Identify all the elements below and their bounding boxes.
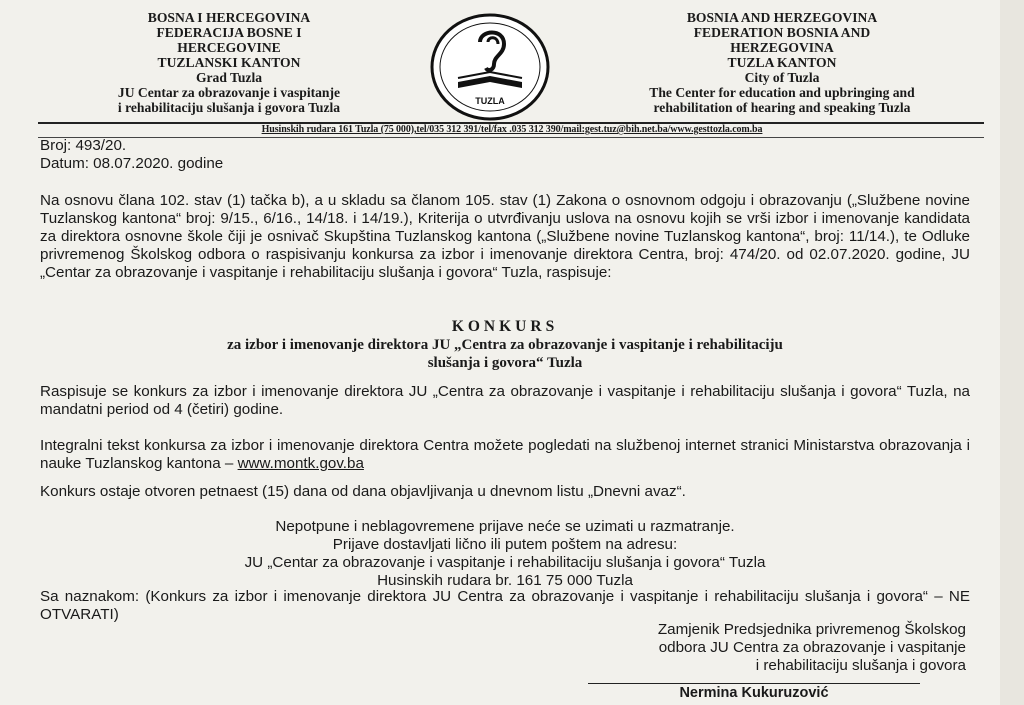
signature-line3: i rehabilitaciju slušanja i govora [755, 657, 966, 674]
title-sub2: slušanja i govora“ Tuzla [427, 355, 583, 371]
header-right-line5: City of Tuzla [744, 70, 820, 85]
submission-line3: JU „Centar za obrazovanje i vaspitanje i rehabilitaciju slušanja i govora“ Tuzla [244, 554, 766, 571]
document-number: Broj: 493/20. [40, 137, 127, 154]
header-right-line3: HERZEGOVINA [730, 40, 834, 55]
header-left-line2: FEDERACIJA BOSNE I [156, 25, 302, 40]
konkurs-title [40, 318, 970, 372]
website-link[interactable]: www.montk.gov.ba [237, 455, 364, 472]
envelope-note: Sa naznakom: (Konkurs za izbor i imenovanje direktora JU Centra za obrazovanje i vaspitanje i rehabilitaciju slušanja i govora“ – NE OTVARATI) [40, 588, 970, 623]
paragraph-mandate: Raspisuje se konkurs za izbor i imenovanje direktora JU „Centra za obrazovanje i vaspitanje i rehabilitaciju slušanja i govora“ Tuzla, na mandatni period od 4 (četiri) godine. [40, 383, 970, 418]
submission-info [40, 518, 970, 590]
signature-rule [588, 683, 920, 684]
header-left-line5: Grad Tuzla [195, 70, 263, 85]
header-left-line1: BOSNA I HERCEGOVINA [147, 10, 311, 25]
header-right-line1: BOSNIA AND HERZEGOVINA [686, 10, 878, 25]
submission-line4: Husinskih rudara br. 161 75 000 Tuzla [377, 572, 633, 589]
header-right [582, 10, 982, 115]
header-left-line7: i rehabilitaciju slušanja i govora Tuzla [117, 100, 341, 115]
title-sub1: za izbor i imenovanje direktora JU „Centra za obrazovanje i vaspitanje i rehabilitaciju [227, 337, 783, 353]
header-left-line4: TUZLANSKI KANTON [157, 55, 301, 70]
header-right-line2: FEDERATION BOSNIA AND [693, 25, 871, 40]
signature-block [520, 621, 966, 675]
submission-line2: Prijave dostavljati lično ili putem poštem na adresu: [332, 536, 678, 553]
paragraph-website [40, 437, 970, 473]
document-date: Datum: 08.07.2020. godine [40, 155, 224, 172]
logo-text: TUZLA [475, 96, 505, 106]
header-right-line7: rehabilitation of hearing and speaking Tuzla [653, 100, 911, 115]
ear-book-emblem-icon [428, 12, 552, 122]
header-left-line3: HERCEGOVINE [177, 40, 281, 55]
header-right-line4: TUZLA KANTON [727, 55, 837, 70]
paragraph-website-text: Integralni tekst konkursa za izbor i imenovanje direktora Centra možete pogledati na službenoj internet stranici Ministarstva obrazovanja i nauke Tuzlanskog kantona – [40, 437, 970, 472]
header-left [34, 10, 424, 115]
paragraph-deadline: Konkurs ostaje otvoren petnaest (15) dana od dana objavljivanja u dnevnom listu „Dnevni avaz“. [40, 483, 686, 500]
scan-edge [1000, 0, 1024, 705]
contact-line: Husinskih rudara 161 Tuzla (75 000),tel/035 312 391/tel/fax .035 312 390/mail:gest.tuz@bih.net.ba/www.gesttozla.com.ba [261, 124, 763, 135]
submission-line1: Nepotpune i neblagovremene prijave neće se uzimati u razmatranje. [275, 518, 735, 535]
intro-paragraph: Na osnovu člana 102. stav (1) tačka b), a u skladu sa članom 105. stav (1) Zakona o osnovnom odgoju i obrazovanju („Službene novine Tuzlanskog kantona“ broj: 9/15., 6/16., 14/18. i 14/19.), Kriterija o utvrđivanju uslova na osnovu kojih se vrši izbor i imenovanje kandidata za direktora osnovne škole čiji je osnivač Skupština Tuzlanskog kantona („Službene novine Tuzlanskog kantona“, broj: 11/14.), te Odluke privremenog Školskog odbora o raspisivanju konkursa za izbor i imenovanje direktora Centra, broj: 474/20. od 02.07.2020. godine, JU „Centar za obrazovanje i vaspitanje i rehabilitaciju slušanja i govora“ Tuzla, raspisuje: [40, 192, 970, 281]
contact-rule [38, 137, 984, 138]
signature-line2: odbora JU Centra za obrazovanje i vaspitanje [658, 639, 966, 656]
header-left-line6: JU Centar za obrazovanje i vaspitanje [117, 85, 341, 100]
header-right-line6: The Center for education and upbringing and [649, 85, 915, 100]
signature-line1: Zamjenik Predsjednika privremenog Školskog [657, 621, 966, 638]
title-main: KONKURS [451, 318, 559, 335]
signatory-name: Nermina Kukuruzović [679, 685, 829, 701]
